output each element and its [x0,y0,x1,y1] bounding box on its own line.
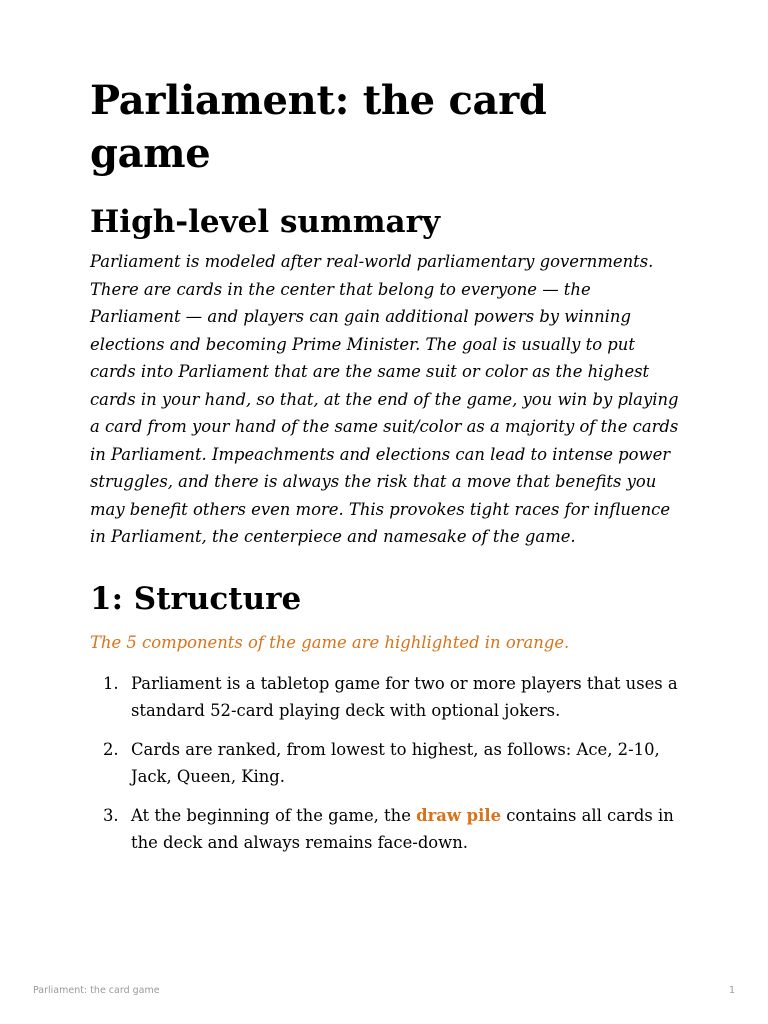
rules-list [90,670,680,857]
rule-text-before: At the beginning of the game, the [131,805,417,825]
rule-number: 3. [103,805,119,825]
rule-item-3 [90,802,680,857]
rule-number: 1. [103,673,119,693]
rule-item-2 [90,736,680,791]
summary-paragraph: Parliament is modeled after real-world parliamentary governments. There are cards in the center that belong to everyone — the Parliament — and players can gain additional powers by winning elections and becoming Prime Minister. The goal is usually to put cards into Parliament that are the same suit or color as the highest cards in your hand, so that, at the end of the game, you win by playing a card from your hand of the same suit/color as a majority of the cards in Parliament. Impeachments and elections can lead to intense power struggles, and there is always the risk that a move that benefits you may benefit others even more. This provokes tight races for influence in Parliament, the centerpiece and namesake of the game. [90,252,679,546]
components-note: The 5 components of the game are highlighted in orange. [90,632,570,652]
footer-page-number: 1 [728,985,735,996]
rule-number: 2. [103,739,119,759]
summary-heading: High-level summary [90,204,440,240]
rule-text: Cards are ranked, from lowest to highest, as follows: Ace, 2-10, Jack, Queen, King. [131,739,660,786]
document-page [90,74,680,868]
component-term-draw-pile: draw pile [416,805,501,825]
rule-text: Parliament is a tabletop game for two or more players that uses a standard 52-card playing deck with optional jokers. [131,673,678,720]
rule-text-after: contains all cards in the deck and always remains face-down. [131,805,674,852]
rule-item-1 [90,670,680,725]
structure-heading: 1: Structure [90,580,302,617]
document-title: Parliament: the card game [90,77,547,177]
footer-document-title: Parliament: the card game [33,985,160,996]
